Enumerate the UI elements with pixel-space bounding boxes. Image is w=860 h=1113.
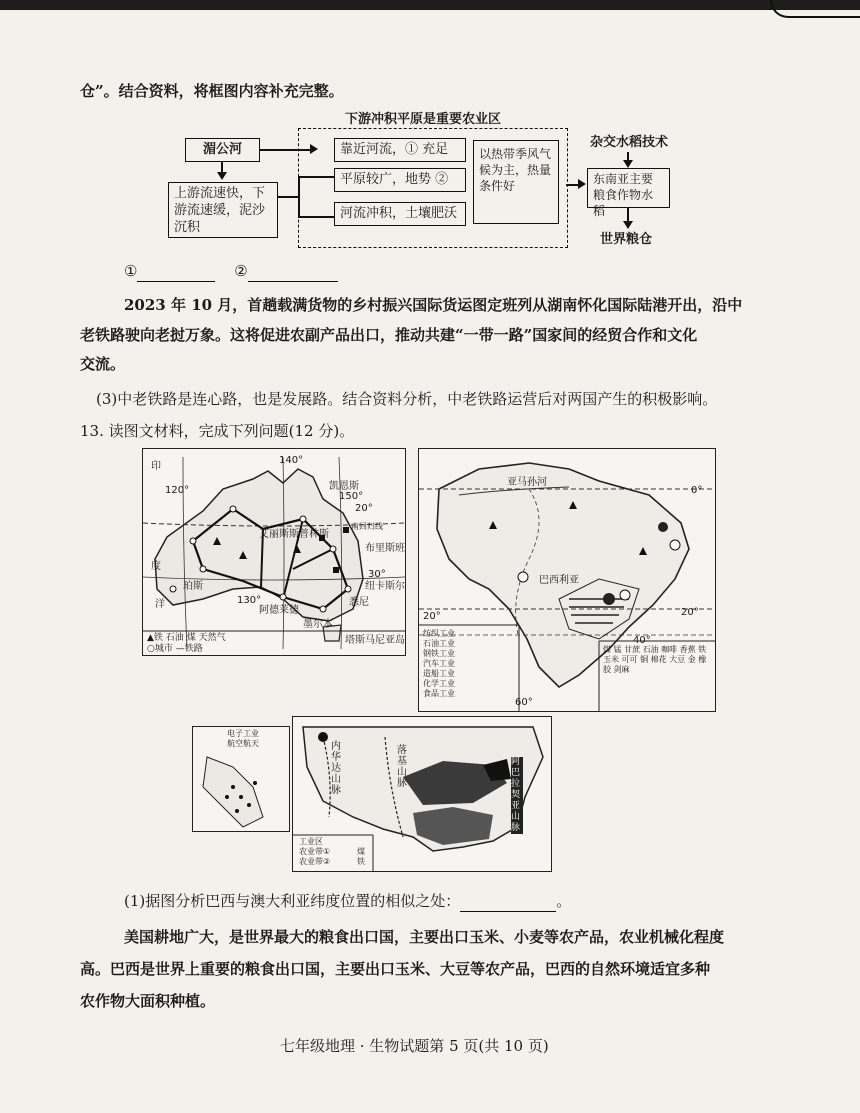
question-3: (3)中老铁路是连心路，也是发展路。结合资料分析，中老铁路运营后对两国产生的积极影响。	[96, 390, 718, 408]
question-1-blank[interactable]	[460, 895, 556, 912]
flow-water-box: 靠近河流，① 充足	[334, 138, 466, 162]
au-legend	[147, 633, 226, 655]
br-leg-r0: 煤	[603, 645, 611, 654]
flow-brace-top	[298, 176, 334, 178]
br-leg-r3: 石油	[642, 645, 659, 654]
br-leg-r8: 可可	[621, 655, 638, 664]
scan-corner-curve	[770, 0, 860, 18]
br-leg-r12: 金	[687, 655, 696, 664]
blank-1-label: ①	[124, 262, 138, 280]
br-leg-r6: 铁	[698, 645, 707, 654]
br-lat-0: 0°	[691, 485, 703, 496]
flow-river-box: 湄公河	[185, 138, 260, 162]
blank-2-label: ②	[234, 262, 248, 280]
au-tropic: 南回归线	[351, 522, 383, 531]
br-leg-r9: 铜	[640, 655, 649, 664]
br-lon-60: 60°	[515, 697, 533, 708]
question-1: (1)据图分析巴西与澳大利亚纬度位置的相似之处： 。	[124, 892, 572, 910]
au-tasmania: 塔斯马尼亚岛	[345, 635, 405, 646]
passage1-line1: 2023 年 10 月，首趟载满货物的乡村振兴国际货运图定班列从湖南怀化国际陆港开出，沿中	[124, 296, 743, 314]
flow-brace	[298, 176, 300, 216]
br-leg-steel: 钢铁工业	[423, 649, 455, 658]
br-leg-r7: 玉米	[603, 655, 619, 664]
br-leg-r11: 大豆	[669, 655, 686, 664]
passage2-line1: 美国耕地广大，是世界最大的粮食出口国，主要出口玉米、小麦等农产品，农业机械化程度	[124, 928, 725, 946]
au-lon-120: 120°	[165, 485, 190, 496]
australia-map	[142, 448, 406, 656]
usa-map	[292, 716, 552, 872]
flow-arrow-down-3	[623, 221, 633, 229]
flow-granary: 世界粮仓	[600, 232, 653, 247]
flow-arrow-right-2	[578, 179, 586, 189]
br-leg-r1: 锰	[613, 645, 622, 654]
flow-river-feature-box: 上游流速快，下游流速缓，泥沙沉积	[168, 182, 278, 238]
usa-leg-belt1: 农业带①	[299, 847, 331, 856]
au-label-yang: 洋	[155, 599, 165, 610]
br-leg-r14: 剑麻	[613, 665, 630, 674]
au-melbourne: 墨尔本	[303, 619, 333, 630]
flow-arrow-down-2	[623, 160, 633, 168]
flow-arrow-right-1	[310, 144, 318, 154]
usa-leg-coal: 煤	[357, 847, 365, 856]
flow-brace-bottom	[298, 216, 334, 218]
usa-legend-res	[357, 847, 365, 867]
usa-leg-belt2: 农业带②	[299, 857, 331, 866]
br-lon-40: 40°	[633, 635, 651, 646]
br-leg-auto: 汽车工业	[423, 659, 455, 668]
flow-top-label: 下游冲积平原是重要农业区	[345, 112, 502, 127]
usa-rocky: 落基山脉	[397, 745, 407, 789]
usa-appalachian: 阿巴拉契亚山脉	[511, 757, 523, 834]
page-footer: 七年级地理 · 生物试题第 5 页(共 10 页)	[280, 1037, 549, 1055]
au-lat-20: 20°	[355, 503, 373, 514]
blank-1-field[interactable]	[137, 265, 215, 282]
flow-terrain-box: 平原较广，地势 ②	[334, 168, 466, 192]
usa-leg-iron: 铁	[357, 857, 365, 866]
scan-top-edge	[0, 0, 860, 10]
flow-arrow-down-1	[217, 172, 227, 180]
br-leg-ship: 造船工业	[423, 669, 455, 678]
flow-line-h2	[278, 196, 298, 198]
au-lon-130: 130°	[237, 595, 262, 606]
intro-line: 仓”。结合资料，将框图内容补充完整。	[80, 82, 344, 100]
question-1-text: (1)据图分析巴西与澳大利亚纬度位置的相似之处：	[124, 892, 461, 910]
au-lon-140: 140°	[279, 455, 304, 466]
answer-blanks	[124, 260, 338, 282]
au-legend-coal: 煤	[186, 633, 196, 643]
br-amazon: 亚马孙河	[507, 477, 547, 488]
au-cairns: 凯恩斯	[329, 481, 359, 492]
au-label-perth: 珀斯	[183, 581, 203, 592]
br-leg-chem: 化学工业	[423, 679, 455, 688]
usa-inset-leg-electronics: 电子工业	[227, 729, 259, 738]
au-legend-gas: 天然气	[198, 633, 226, 643]
br-leg-textile: 纺织工业	[423, 629, 455, 638]
br-lat-20e: 20°	[681, 607, 699, 618]
br-leg-r10: 棉花	[650, 655, 667, 664]
blank-2-field[interactable]	[248, 265, 338, 282]
au-legend-rail: —铁路	[175, 644, 203, 654]
usa-inset-map	[192, 726, 290, 832]
flow-climate-box: 以热带季风气候为主，热量条件好	[473, 140, 559, 224]
au-label-yin: 印	[151, 461, 161, 472]
passage2-line3: 农作物大面积种植。	[80, 992, 216, 1010]
usa-inset-leg-aerospace: 航空航天	[227, 739, 259, 748]
br-brasilia: 巴西利亚	[539, 575, 579, 586]
br-leg-food: 食品工业	[423, 689, 455, 698]
br-legend-industry	[423, 629, 455, 699]
au-lon-150: 150°	[339, 491, 364, 502]
usa-inset-legend	[227, 729, 259, 749]
br-leg-oil: 石油工业	[423, 639, 455, 648]
au-lat-30: 30°	[368, 569, 386, 580]
au-adelaide: 阿德莱德	[259, 605, 299, 616]
passage1-line2: 老铁路驶向老挝万象。这将促进农副产品出口，推动共建“一带一路”国家间的经贸合作和文化	[80, 326, 698, 344]
br-leg-r2: 甘蔗	[624, 645, 641, 654]
br-lat-20w: 20°	[423, 611, 441, 622]
flow-crop-box: 东南亚主要粮食作物水稻	[587, 168, 670, 208]
flow-soil-box: 河流冲积，土壤肥沃	[334, 202, 466, 226]
usa-nevada: 内华达山脉	[331, 741, 341, 796]
brazil-map	[418, 448, 716, 712]
br-leg-r5: 香蕉	[679, 645, 696, 654]
passage1-line3: 交流。	[80, 355, 126, 373]
usa-legend	[299, 837, 330, 867]
flow-hybrid-rice: 杂交水稻技术	[590, 135, 669, 150]
br-leg-r13: 橡胶	[603, 655, 707, 674]
au-brisbane: 布里斯班	[365, 543, 405, 554]
passage2-line2: 高。巴西是世界上重要的粮食出口国，主要出口玉米、大豆等农产品，巴西的自然环境适宜多种	[80, 960, 711, 978]
question-13: 13. 读图文材料，完成下列问题(12 分)。	[80, 422, 355, 440]
au-legend-city: ○城市	[147, 644, 173, 654]
au-legend-iron: ▲铁	[147, 633, 163, 643]
au-alice: 艾丽斯斯普林斯	[259, 529, 329, 540]
au-legend-oil: 石油	[165, 633, 184, 643]
br-legend-resources	[603, 645, 713, 675]
au-newcastle: 纽卡斯尔	[365, 581, 405, 592]
au-label-du: 度	[151, 561, 161, 572]
au-sydney: 悉尼	[349, 597, 369, 608]
flow-line-h1	[260, 149, 312, 151]
br-leg-r4: 咖啡	[661, 645, 678, 654]
usa-leg-industry: 工业区	[299, 837, 323, 846]
